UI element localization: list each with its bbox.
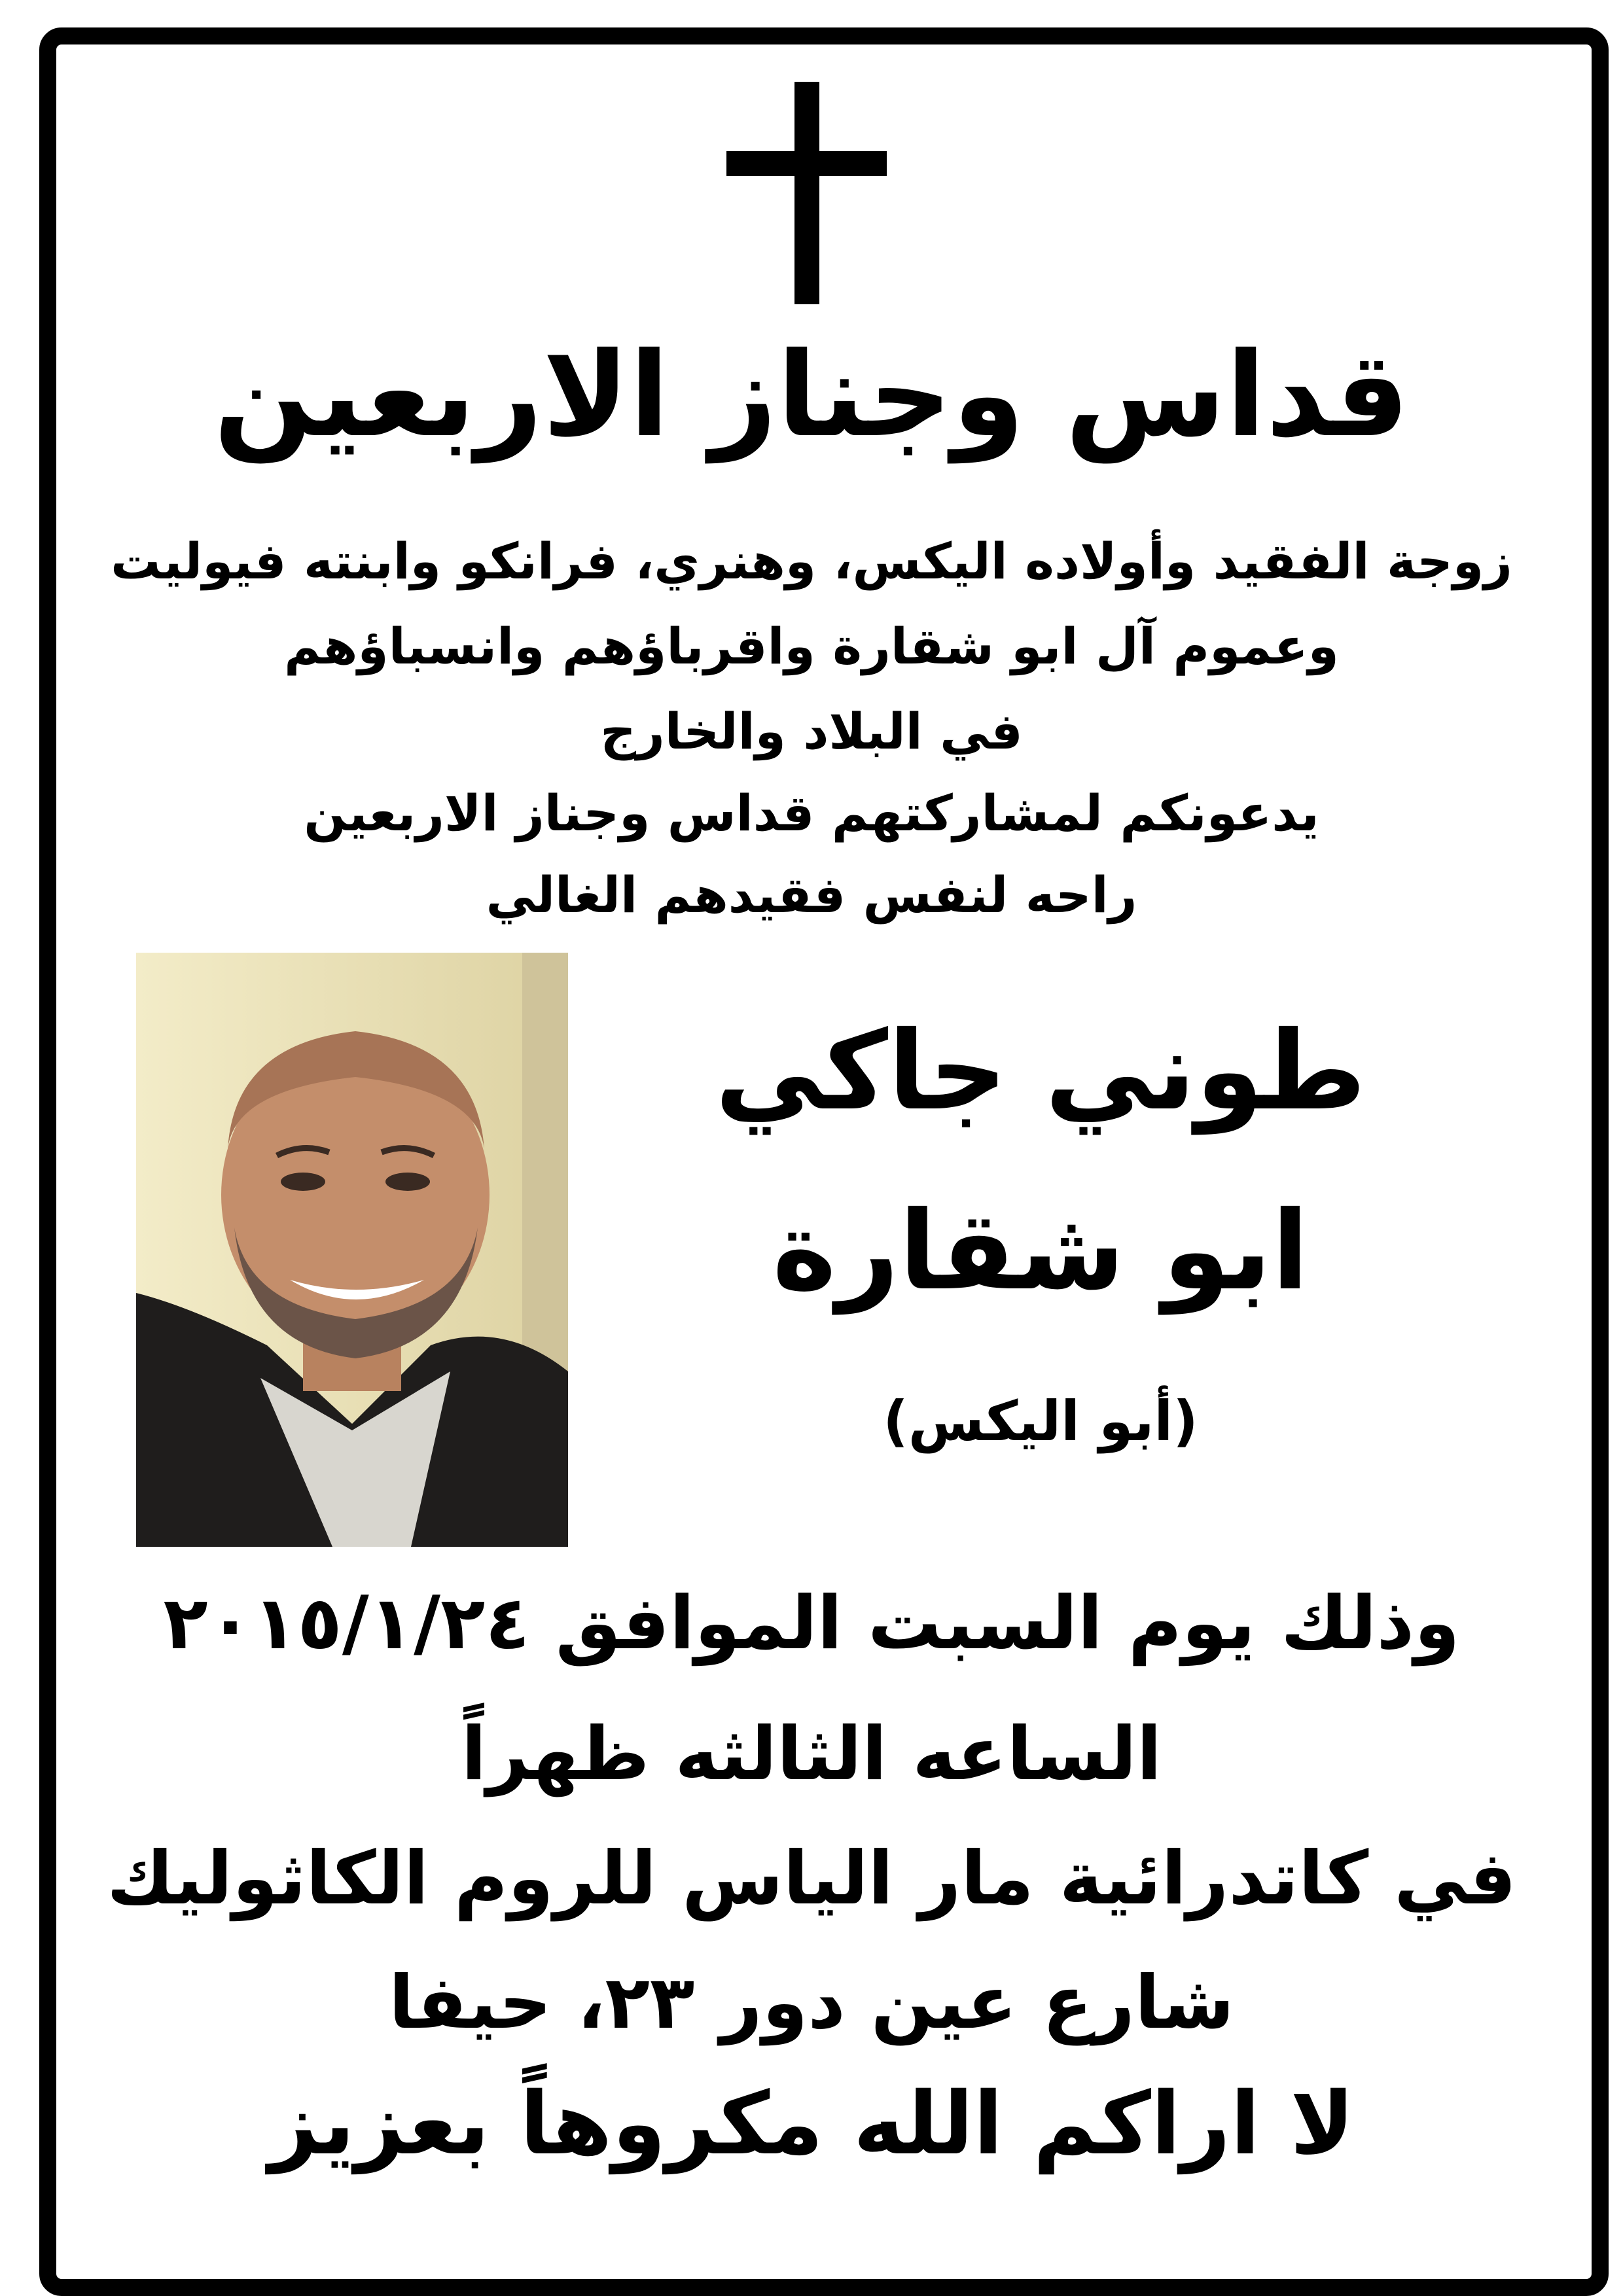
deceased-family-name: ابو شقارة bbox=[772, 1188, 1309, 1315]
deceased-first-name: طوني جاكي bbox=[715, 1008, 1366, 1135]
closing-condolence: لا اراكم الله مكروهاً بعزيز bbox=[268, 2074, 1355, 2174]
details-line-date: وذلك يوم السبت الموافق ٢٠١٥/١/٢٤ bbox=[163, 1581, 1460, 1666]
cross-icon bbox=[726, 82, 887, 304]
intro-line-2: وعموم آل ابو شقارة واقرباؤهم وانسباؤهم bbox=[284, 617, 1339, 675]
intro-line-4: يدعونكم لمشاركتهم قداس وجناز الاربعين bbox=[304, 784, 1319, 842]
deceased-portrait-photo bbox=[136, 953, 568, 1547]
deceased-nickname: (أبو اليكس) bbox=[883, 1389, 1198, 1453]
intro-line-5: راحه لنفس فقيدهم الغالي bbox=[486, 866, 1137, 924]
details-line-address: شارع عين دور ٢٣، حيفا bbox=[388, 1960, 1235, 2045]
details-line-time: الساعه الثالثه ظهراً bbox=[461, 1712, 1162, 1797]
notice-title: قداس وجناز الاربعين bbox=[213, 327, 1410, 463]
intro-line-3: في البلاد والخارج bbox=[600, 702, 1023, 760]
intro-line-1: زوجة الفقيد وأولاده اليكس، وهنري، فرانكو وابنته فيوليت bbox=[111, 532, 1512, 590]
details-line-venue: في كاتدرائية مار الياس للروم الكاثوليك bbox=[107, 1836, 1516, 1921]
